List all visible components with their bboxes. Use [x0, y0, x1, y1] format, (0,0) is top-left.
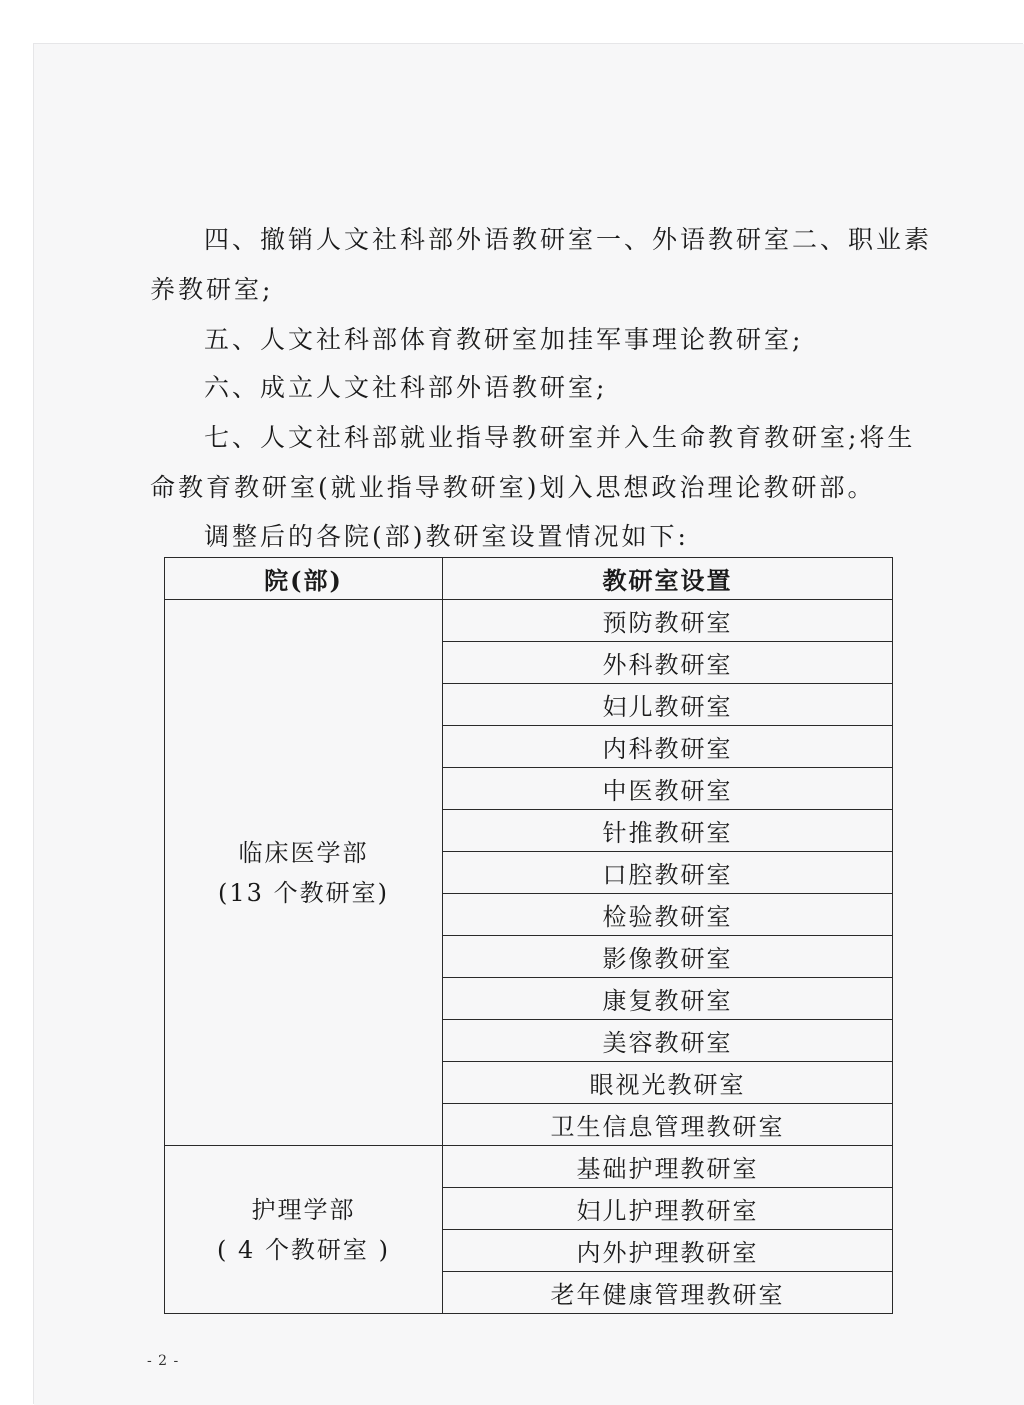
paragraph-line: 七、人文社科部就业指导教研室并入生命教育教研室;将生 [204, 423, 916, 452]
table-row [165, 1146, 893, 1188]
room-cell: 老年健康管理教研室 [443, 1272, 893, 1314]
room-cell: 眼视光教研室 [443, 1062, 893, 1104]
paragraph-4 [150, 215, 933, 315]
department-cell-clinical [165, 600, 443, 1146]
department-cell-nursing [165, 1146, 443, 1314]
paragraph-7 [150, 413, 916, 513]
paragraph-line: 四、撤销人文社科部外语教研室一、外语教研室二、职业素 [204, 225, 933, 254]
table-intro [150, 512, 910, 562]
room-cell: 中医教研室 [443, 768, 893, 810]
room-cell: 针推教研室 [443, 810, 893, 852]
room-cell: 妇儿教研室 [443, 684, 893, 726]
room-cell: 预防教研室 [443, 600, 893, 642]
room-cell: 基础护理教研室 [443, 1146, 893, 1188]
room-cell: 外科教研室 [443, 642, 893, 684]
room-cell: 内外护理教研室 [443, 1230, 893, 1272]
department-count: ( 4 个教研室 ) [217, 1235, 390, 1264]
paragraph-line: 养教研室; [150, 275, 274, 304]
room-cell: 妇儿护理教研室 [443, 1188, 893, 1230]
paragraph-line: 五、人文社科部体育教研室加挂军事理论教研室; [204, 325, 804, 354]
room-cell: 检验教研室 [443, 894, 893, 936]
paragraph-5 [150, 315, 910, 365]
header-rooms: 教研室设置 [443, 558, 893, 600]
department-table [164, 557, 893, 1314]
paragraph-6 [150, 363, 910, 413]
room-cell: 影像教研室 [443, 936, 893, 978]
department-count: (13 个教研室) [218, 878, 389, 907]
paragraph-line: 六、成立人文社科部外语教研室; [204, 373, 608, 402]
header-department: 院(部) [165, 558, 443, 600]
room-cell: 美容教研室 [443, 1020, 893, 1062]
paragraph-line: 调整后的各院(部)教研室设置情况如下: [204, 522, 689, 551]
department-name: 护理学部 [251, 1195, 356, 1224]
page-number: - 2 - [147, 1353, 180, 1369]
paragraph-line: 命教育教研室(就业指导教研室)划入思想政治理论教研部。 [150, 473, 876, 502]
table-row [165, 600, 893, 642]
room-cell: 口腔教研室 [443, 852, 893, 894]
department-name: 临床医学部 [238, 838, 369, 867]
room-cell: 内科教研室 [443, 726, 893, 768]
table-header-row [165, 558, 893, 600]
room-cell: 卫生信息管理教研室 [443, 1104, 893, 1146]
room-cell: 康复教研室 [443, 978, 893, 1020]
